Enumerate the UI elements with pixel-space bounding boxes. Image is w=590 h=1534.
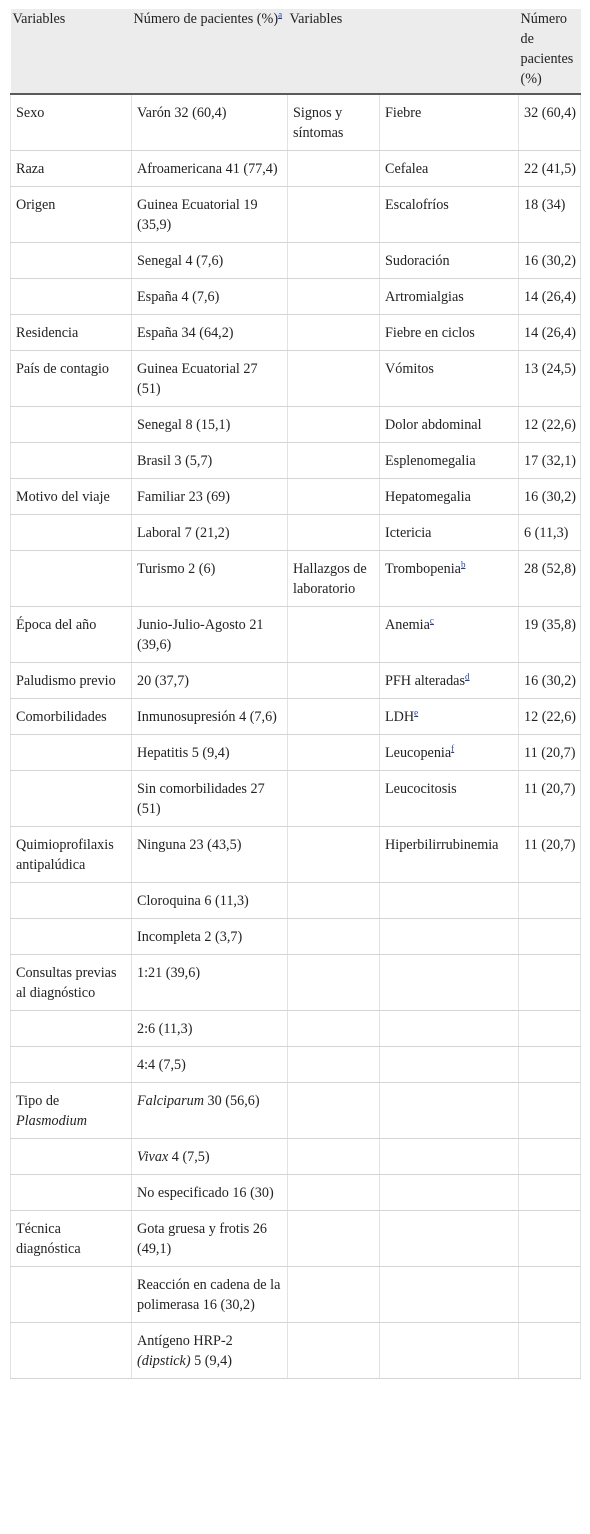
- left-variable-cell: [11, 1175, 132, 1211]
- left-value-cell: Afroamericana 41 (77,4): [132, 151, 288, 187]
- right-value-cell: [519, 1083, 581, 1139]
- right-group-cell: [288, 771, 380, 827]
- right-variable-label: Leucopenia: [385, 745, 452, 761]
- left-variable-cell: [11, 443, 132, 479]
- right-value-cell: [519, 955, 581, 1011]
- right-group-cell: [288, 1083, 380, 1139]
- left-value-cell: Senegal 8 (15,1): [132, 407, 288, 443]
- right-group-cell: [288, 315, 380, 351]
- table-row: [11, 551, 581, 607]
- table-row: [11, 699, 581, 735]
- left-variable-cell: Época del año: [11, 607, 132, 663]
- left-variable-cell: [11, 1083, 132, 1139]
- right-variable-cell: [380, 1267, 519, 1323]
- table-row: [11, 515, 581, 551]
- right-variable-label: Hiperbilirrubinemia: [385, 837, 499, 853]
- right-variable-cell: [380, 407, 519, 443]
- left-variable-cell: [11, 771, 132, 827]
- right-group-cell: [288, 407, 380, 443]
- table-row: [11, 479, 581, 515]
- left-value-cell: Turismo 2 (6): [132, 551, 288, 607]
- left-value-cell: [132, 1323, 288, 1379]
- left-value-cell: Incompleta 2 (3,7): [132, 919, 288, 955]
- footnote-link-c[interactable]: c: [429, 615, 434, 626]
- header-variables-right: Variables: [288, 9, 519, 94]
- table-header: [11, 9, 581, 94]
- left-variable-cell: [11, 1267, 132, 1323]
- right-variable-cell: [380, 1211, 519, 1267]
- left-value-cell: 2:6 (11,3): [132, 1011, 288, 1047]
- left-value-cell: Familiar 23 (69): [132, 479, 288, 515]
- table-wrapper: [10, 9, 580, 1379]
- left-value-cell: Gota gruesa y frotis 26 (49,1): [132, 1211, 288, 1267]
- right-variable-label: Fiebre: [385, 105, 422, 121]
- left-variable-cell: Raza: [11, 151, 132, 187]
- left-value-rest: 4 (7,5): [168, 1149, 210, 1165]
- right-variable-label: Hepatomegalia: [385, 489, 471, 505]
- left-variable-cell: Técnica diagnóstica: [11, 1211, 132, 1267]
- right-variable-cell: [380, 883, 519, 919]
- table-row: [11, 607, 581, 663]
- right-value-cell: 22 (41,5): [519, 151, 581, 187]
- right-group-cell: [288, 607, 380, 663]
- right-value-cell: 11 (20,7): [519, 827, 581, 883]
- table-row: [11, 151, 581, 187]
- right-variable-label: Escalofríos: [385, 197, 449, 213]
- table-row: [11, 279, 581, 315]
- left-value-cell: España 34 (64,2): [132, 315, 288, 351]
- left-value-cell: España 4 (7,6): [132, 279, 288, 315]
- right-group-cell: [288, 351, 380, 407]
- right-value-cell: [519, 1211, 581, 1267]
- right-group-cell: [288, 663, 380, 699]
- table-row: [11, 1267, 581, 1323]
- table-row: [11, 1011, 581, 1047]
- left-value-cell: Inmunosupresión 4 (7,6): [132, 699, 288, 735]
- left-variable-cell: Motivo del viaje: [11, 479, 132, 515]
- left-variable-cell: Origen: [11, 187, 132, 243]
- table-row: [11, 919, 581, 955]
- left-variable-cell: Residencia: [11, 315, 132, 351]
- right-value-cell: [519, 1011, 581, 1047]
- right-value-cell: 17 (32,1): [519, 443, 581, 479]
- table-row: [11, 407, 581, 443]
- right-variable-cell: [380, 607, 519, 663]
- right-variable-label: Sudoración: [385, 253, 450, 269]
- left-variable-cell: [11, 1139, 132, 1175]
- left-value-cell: 4:4 (7,5): [132, 1047, 288, 1083]
- right-value-cell: [519, 883, 581, 919]
- right-group-cell: [288, 187, 380, 243]
- right-variable-label: Anemia: [385, 617, 430, 633]
- left-value-rest: 30 (56,6): [204, 1093, 260, 1109]
- left-variable-cell: País de contagio: [11, 351, 132, 407]
- right-value-cell: 11 (20,7): [519, 735, 581, 771]
- right-value-cell: 19 (35,8): [519, 607, 581, 663]
- left-variable-cell: [11, 407, 132, 443]
- table-row: [11, 827, 581, 883]
- left-variable-cell: [11, 551, 132, 607]
- right-variable-cell: [380, 919, 519, 955]
- left-variable-cell: [11, 1047, 132, 1083]
- right-variable-label: Trombopenia: [385, 561, 461, 577]
- right-group-cell: [288, 243, 380, 279]
- header-variables-left: Variables: [11, 9, 132, 94]
- table-row: [11, 771, 581, 827]
- left-value-cell: Sin comorbilidades 27 (51): [132, 771, 288, 827]
- left-value-cell: Ninguna 23 (43,5): [132, 827, 288, 883]
- left-value-italic: (dipstick): [137, 1353, 191, 1369]
- right-value-cell: 12 (22,6): [519, 407, 581, 443]
- left-value-italic: Falciparum: [137, 1093, 204, 1109]
- left-value-cell: Hepatitis 5 (9,4): [132, 735, 288, 771]
- left-value-cell: Laboral 7 (21,2): [132, 515, 288, 551]
- right-value-cell: 6 (11,3): [519, 515, 581, 551]
- header-patients-right: Número de pacientes (%): [519, 9, 581, 94]
- table-row: [11, 1047, 581, 1083]
- left-value-cell: No especificado 16 (30): [132, 1175, 288, 1211]
- left-variable-cell: [11, 735, 132, 771]
- right-variable-cell: [380, 663, 519, 699]
- right-value-cell: [519, 1267, 581, 1323]
- right-variable-cell: [380, 1175, 519, 1211]
- right-value-cell: 18 (34): [519, 187, 581, 243]
- right-variable-label: Cefalea: [385, 161, 429, 177]
- footnote-link-e[interactable]: e: [414, 707, 419, 718]
- right-variable-label: Artromialgias: [385, 289, 464, 305]
- left-value-cell: Senegal 4 (7,6): [132, 243, 288, 279]
- left-value-cell: Reacción en cadena de la polimerasa 16 (30,2): [132, 1267, 288, 1323]
- right-group-cell: [288, 1047, 380, 1083]
- right-group-cell: Signos y síntomas: [288, 94, 380, 151]
- right-variable-label: Dolor abdominal: [385, 417, 482, 433]
- table-row: [11, 1211, 581, 1267]
- right-variable-cell: [380, 351, 519, 407]
- table-row: [11, 243, 581, 279]
- left-value-italic: Vivax: [137, 1149, 169, 1165]
- table-row: [11, 187, 581, 243]
- right-group-cell: [288, 883, 380, 919]
- right-variable-cell: [380, 827, 519, 883]
- right-variable-label: Leucocitosis: [385, 781, 457, 797]
- right-value-cell: 16 (30,2): [519, 663, 581, 699]
- right-group-cell: [288, 735, 380, 771]
- left-value-prefix: Antígeno HRP-2: [137, 1333, 233, 1349]
- left-variable-italic: Plasmodium: [16, 1113, 87, 1129]
- header-patients-left: [132, 9, 288, 94]
- left-variable-cell: [11, 883, 132, 919]
- left-value-cell: 1:21 (39,6): [132, 955, 288, 1011]
- right-value-cell: [519, 1323, 581, 1379]
- right-variable-cell: [380, 515, 519, 551]
- right-group-cell: [288, 443, 380, 479]
- left-value-cell: Guinea Ecuatorial 19 (35,9): [132, 187, 288, 243]
- left-value-cell: Guinea Ecuatorial 27 (51): [132, 351, 288, 407]
- footnote-link-d[interactable]: d: [465, 671, 470, 682]
- right-group-cell: [288, 827, 380, 883]
- left-variable-cell: [11, 1323, 132, 1379]
- right-value-cell: 14 (26,4): [519, 315, 581, 351]
- left-variable-cell: Paludismo previo: [11, 663, 132, 699]
- footnote-link-a[interactable]: a: [278, 9, 283, 20]
- table-row: [11, 1175, 581, 1211]
- left-variable-prefix: Tipo de: [16, 1093, 60, 1109]
- left-variable-cell: Comorbilidades: [11, 699, 132, 735]
- right-variable-cell: [380, 443, 519, 479]
- left-variable-cell: Quimioprofilaxis antipalúdica: [11, 827, 132, 883]
- right-variable-label: Esplenomegalia: [385, 453, 476, 469]
- left-value-cell: Junio-Julio-Agosto 21 (39,6): [132, 607, 288, 663]
- table-row: [11, 443, 581, 479]
- right-group-cell: Hallazgos de laboratorio: [288, 551, 380, 607]
- right-variable-cell: [380, 551, 519, 607]
- right-group-cell: [288, 1267, 380, 1323]
- right-group-cell: [288, 515, 380, 551]
- right-variable-label: LDH: [385, 709, 415, 725]
- right-variable-label: Ictericia: [385, 525, 432, 541]
- right-value-cell: 14 (26,4): [519, 279, 581, 315]
- right-value-cell: 13 (24,5): [519, 351, 581, 407]
- left-variable-cell: Sexo: [11, 94, 132, 151]
- right-variable-cell: [380, 1139, 519, 1175]
- right-variable-cell: [380, 735, 519, 771]
- table-row: [11, 1323, 581, 1379]
- left-value-cell: 20 (37,7): [132, 663, 288, 699]
- right-variable-cell: [380, 1011, 519, 1047]
- table-row: [11, 883, 581, 919]
- table-row: [11, 663, 581, 699]
- table-row: [11, 735, 581, 771]
- left-variable-cell: [11, 243, 132, 279]
- right-group-cell: [288, 1011, 380, 1047]
- table-row: [11, 1139, 581, 1175]
- patient-characteristics-table: [10, 9, 581, 1379]
- left-value-cell: Cloroquina 6 (11,3): [132, 883, 288, 919]
- left-variable-cell: [11, 279, 132, 315]
- right-variable-cell: [380, 279, 519, 315]
- left-variable-cell: [11, 1011, 132, 1047]
- right-group-cell: [288, 479, 380, 515]
- right-group-cell: [288, 1211, 380, 1267]
- right-group-cell: [288, 955, 380, 1011]
- right-group-cell: [288, 1175, 380, 1211]
- right-variable-label: PFH alteradas: [385, 673, 465, 689]
- right-variable-cell: [380, 1323, 519, 1379]
- left-value-cell: Varón 32 (60,4): [132, 94, 288, 151]
- table-row: [11, 94, 581, 151]
- right-variable-label: Fiebre en ciclos: [385, 325, 475, 341]
- left-value-cell: [132, 1083, 288, 1139]
- right-variable-cell: [380, 479, 519, 515]
- right-value-cell: 16 (30,2): [519, 479, 581, 515]
- left-variable-cell: [11, 919, 132, 955]
- header-row: [11, 9, 581, 94]
- right-value-cell: [519, 919, 581, 955]
- table-row: [11, 1083, 581, 1139]
- right-variable-cell: [380, 94, 519, 151]
- right-variable-cell: [380, 771, 519, 827]
- right-value-cell: 11 (20,7): [519, 771, 581, 827]
- table-row: [11, 351, 581, 407]
- right-value-cell: [519, 1175, 581, 1211]
- right-variable-cell: [380, 699, 519, 735]
- right-variable-cell: [380, 1083, 519, 1139]
- right-variable-cell: [380, 151, 519, 187]
- left-variable-cell: [11, 515, 132, 551]
- left-value-cell: [132, 1139, 288, 1175]
- left-value-rest: 5 (9,4): [190, 1353, 232, 1369]
- table-row: [11, 315, 581, 351]
- right-value-cell: 12 (22,6): [519, 699, 581, 735]
- right-value-cell: [519, 1047, 581, 1083]
- left-variable-cell: Consultas previas al diagnóstico: [11, 955, 132, 1011]
- right-group-cell: [288, 919, 380, 955]
- right-value-cell: 32 (60,4): [519, 94, 581, 151]
- header-patients-left-label: Número de pacientes (%): [133, 11, 279, 27]
- footnote-link-f[interactable]: f: [451, 743, 455, 754]
- table-row: [11, 955, 581, 1011]
- right-group-cell: [288, 151, 380, 187]
- right-group-cell: [288, 1139, 380, 1175]
- left-value-cell: Brasil 3 (5,7): [132, 443, 288, 479]
- right-group-cell: [288, 1323, 380, 1379]
- right-variable-cell: [380, 187, 519, 243]
- right-variable-cell: [380, 1047, 519, 1083]
- table-body: [11, 94, 581, 1379]
- right-value-cell: 16 (30,2): [519, 243, 581, 279]
- right-variable-cell: [380, 243, 519, 279]
- right-group-cell: [288, 279, 380, 315]
- right-variable-cell: [380, 955, 519, 1011]
- right-group-cell: [288, 699, 380, 735]
- footnote-link-b[interactable]: b: [460, 559, 466, 570]
- right-variable-cell: [380, 315, 519, 351]
- right-value-cell: 28 (52,8): [519, 551, 581, 607]
- right-value-cell: [519, 1139, 581, 1175]
- right-variable-label: Vómitos: [385, 361, 434, 377]
